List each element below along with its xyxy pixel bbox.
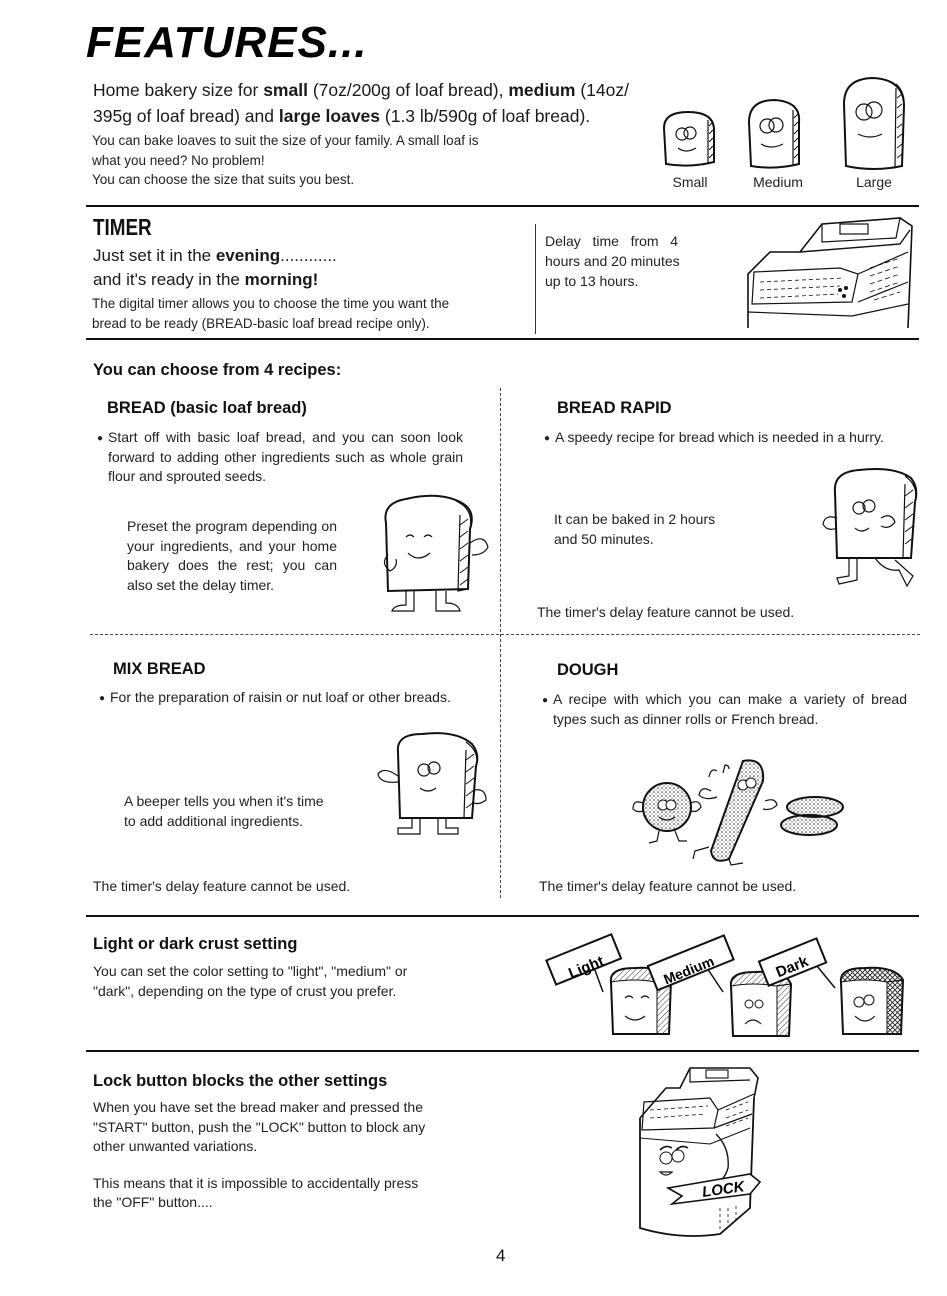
- page-title: FEATURES...: [86, 18, 368, 67]
- bread-maker-illustration: [740, 212, 920, 330]
- rapid-note-1: It can be baked in 2 hours: [554, 511, 716, 527]
- timer-description: [92, 294, 532, 333]
- crust-toasts-illustration: [545, 930, 925, 1045]
- page-number: 4: [496, 1246, 506, 1265]
- recipe-dough-footer: The timer's delay feature cannot be used.: [539, 878, 797, 894]
- text: Home bakery size for: [93, 80, 264, 100]
- sign-dark: Dark: [773, 952, 811, 982]
- recipes-heading: You can choose from 4 recipes:: [93, 361, 342, 379]
- recipe-rapid-bullet: ● A speedy recipe for bread which is needed in a hurry.: [555, 428, 910, 448]
- recipe-mix-footer: The timer's delay feature cannot be used.: [93, 878, 351, 894]
- timer-heading: TIMER: [93, 214, 152, 240]
- sizes-description: [92, 131, 612, 190]
- recipe-mix-bullet: ● For the preparation of raisin or nut loaf or other breads.: [110, 688, 463, 708]
- recipe-rapid-title: BREAD RAPID: [557, 399, 672, 417]
- recipes-horizontal-divider: [90, 634, 920, 635]
- lock-bread-maker-illustration: [610, 1058, 770, 1243]
- lock-desc-2: "START" button, push the "LOCK" button to block any: [93, 1118, 426, 1135]
- recipe-mix-note: [124, 792, 324, 831]
- sizes-desc-1: You can bake loaves to suit the size of your family. A small loaf is: [92, 133, 479, 148]
- text: (7oz/200g of loaf bread),: [307, 80, 509, 100]
- divider: [86, 1050, 919, 1052]
- lock-desc-5: the "OFF" button....: [93, 1194, 213, 1210]
- mix-note-1: A beeper tells you when it's time: [124, 793, 324, 809]
- text: 395g of loaf bread) and: [93, 106, 279, 126]
- text: and it's ready in the: [93, 270, 245, 289]
- sign-light: Light: [566, 952, 607, 983]
- lock-desc-3: other unwanted variations.: [93, 1138, 258, 1154]
- rapid-note-2: and 50 minutes.: [554, 530, 654, 547]
- text: Just set it in the: [93, 246, 216, 265]
- lock-heading: Lock button blocks the other settings: [93, 1072, 388, 1090]
- lock-desc-4: This means that it is impossible to accidentally press: [93, 1174, 419, 1191]
- delay-2: hours and 20 minutes: [545, 253, 680, 269]
- recipe-rapid-note: [554, 510, 715, 549]
- bold-morning: morning!: [244, 270, 319, 289]
- small-loaf-illustration: [660, 108, 720, 170]
- sizes-line-2: [93, 106, 590, 127]
- recipe-mix-title: MIX BREAD: [113, 660, 206, 678]
- bold-small: small: [263, 80, 308, 100]
- crust-desc-2: "dark", depending on the type of crust you prefer.: [93, 982, 397, 999]
- bold-large: large loaves: [278, 106, 381, 126]
- lock-desc-1: When you have set the bread maker and pressed the: [93, 1099, 423, 1115]
- presenting-toast-illustration: [372, 730, 492, 838]
- text: (14oz/: [575, 80, 629, 100]
- recipe-bread-bullet: ● Start off with basic loaf bread, and you can soon look forward to adding other ingredients such as whole grain flour and sprouted seeds.: [108, 428, 463, 487]
- timer-delay-note: [545, 231, 680, 291]
- timer-line-1: [93, 246, 337, 266]
- timer-line-2: [93, 270, 318, 290]
- sizes-desc-2: what you need? No problem!: [92, 152, 265, 168]
- recipe-dough-bullet: ● A recipe with which you can make a variety of bread types such as dinner rolls or French bread.: [553, 690, 907, 729]
- timer-vertical-divider: [535, 224, 536, 334]
- mix-note-2: to add additional ingredients.: [124, 812, 304, 829]
- delay-3: up to 13 hours.: [545, 273, 639, 289]
- recipe-bread-title: BREAD (basic loaf bread): [107, 399, 307, 417]
- delay-1: Delay time from 4: [545, 233, 679, 249]
- crust-description: [93, 962, 407, 1001]
- recipe-bread-note: Preset the program depending on your ingredients, and your home bakery does the rest; you can also set the delay timer.: [127, 518, 337, 593]
- label-small: Small: [672, 174, 708, 190]
- waving-toast-illustration: [380, 493, 500, 623]
- dancing-dough-illustration: [625, 755, 850, 867]
- recipe-rapid-footer: The timer's delay feature cannot be used.: [537, 604, 795, 620]
- text: (1.3 lb/590g of loaf bread).: [380, 106, 591, 126]
- divider: [86, 338, 919, 340]
- crust-desc-1: You can set the color setting to "light", "medium" or: [93, 963, 408, 979]
- sign-medium: Medium: [661, 952, 717, 988]
- sizes-desc-3: You can choose the size that suits you best.: [92, 172, 355, 187]
- divider: [86, 205, 919, 207]
- text: ............: [280, 246, 337, 265]
- bold-evening: evening: [215, 246, 281, 265]
- timer-desc-1: The digital timer allows you to choose the time you want the: [92, 296, 450, 311]
- label-medium: Medium: [753, 174, 803, 190]
- running-toast-illustration: [815, 462, 925, 592]
- medium-loaf-illustration: [745, 96, 805, 172]
- crust-heading: Light or dark crust setting: [93, 935, 298, 953]
- divider: [86, 915, 919, 917]
- lock-description: [93, 1098, 425, 1213]
- timer-desc-2: bread to be ready (BREAD-basic loaf bread recipe only).: [92, 315, 430, 331]
- bold-medium: medium: [508, 80, 576, 100]
- sizes-line-1: [93, 80, 629, 101]
- recipes-vertical-divider: [500, 388, 501, 898]
- label-large: Large: [856, 174, 892, 190]
- large-loaf-illustration: [840, 74, 910, 172]
- lock-sign: LOCK: [701, 1178, 746, 1202]
- recipe-dough-title: DOUGH: [557, 661, 619, 679]
